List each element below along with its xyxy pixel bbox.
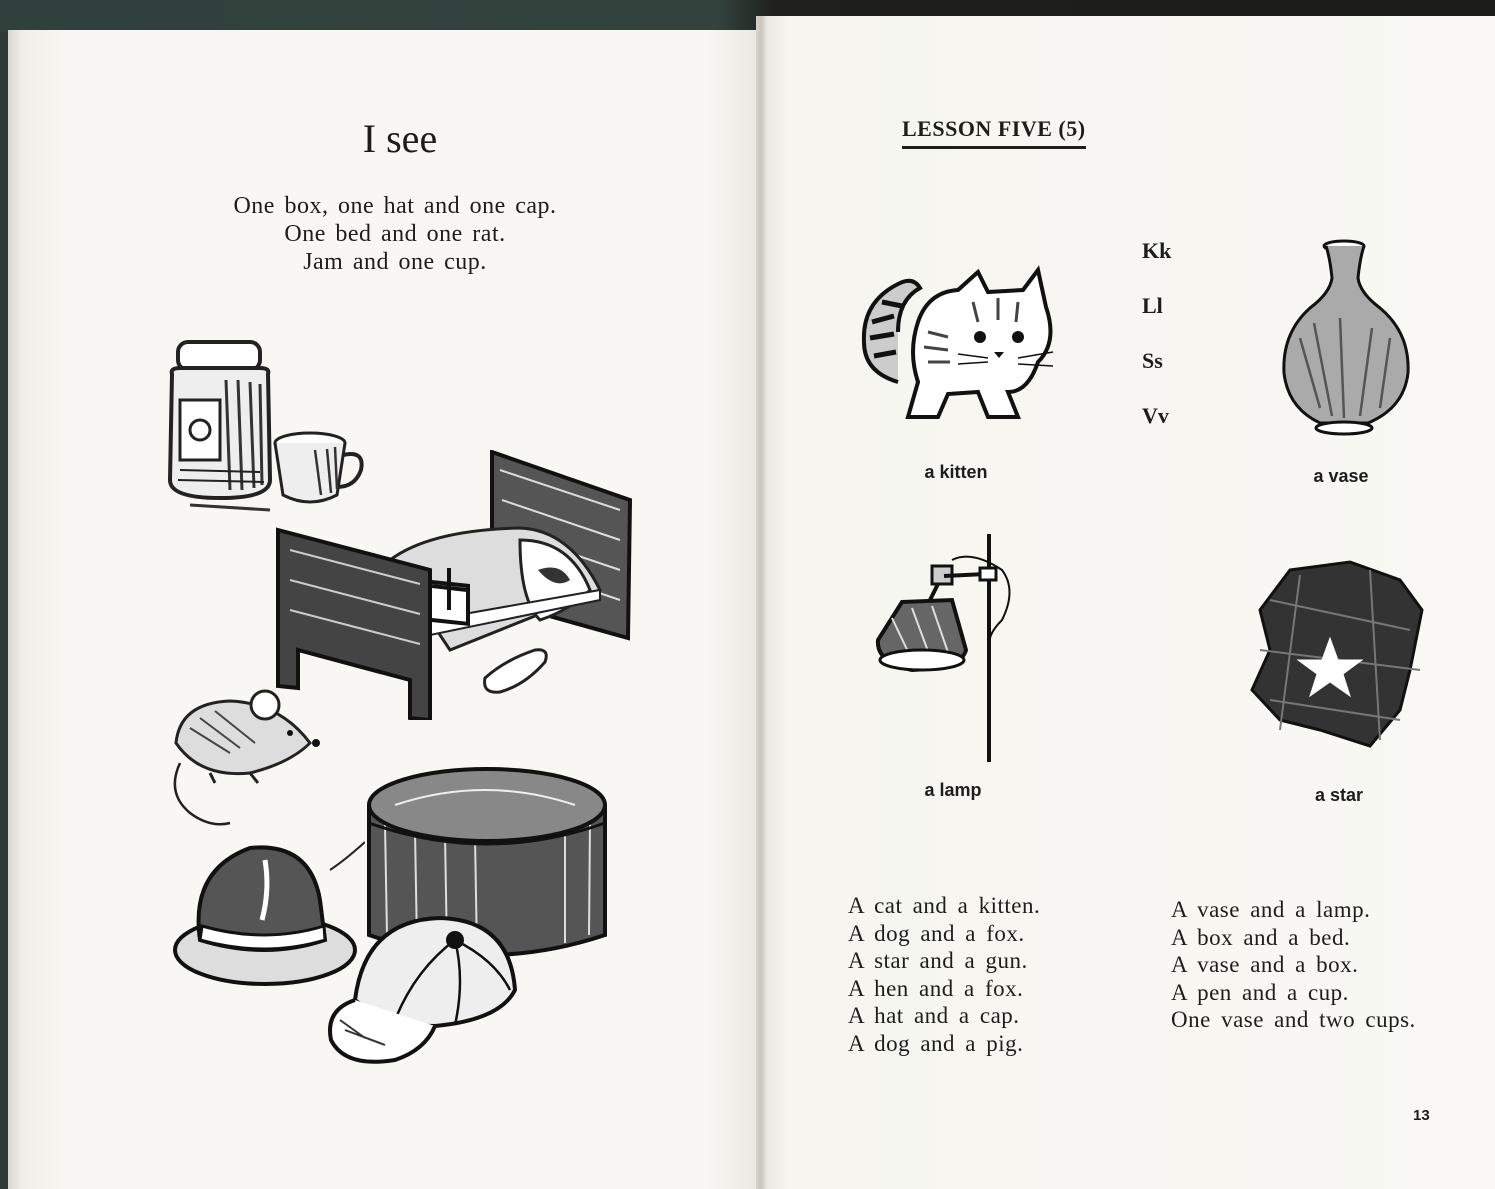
sentence: A vase and a lamp. [1171, 897, 1371, 922]
poem-line: Jam and one cup. [303, 249, 487, 275]
sentence: One vase and two cups. [1171, 1007, 1416, 1032]
letter-pair: Ss [1142, 348, 1163, 373]
bed-icon [270, 450, 640, 720]
sentence: A hen and a fox. [848, 975, 1024, 1001]
vase-icon [1280, 238, 1415, 438]
lesson-title: LESSON FIVE (5) [902, 116, 1086, 149]
poem-line: One box, one hat and one cap. [233, 193, 557, 219]
sentence: A dog and a fox. [848, 920, 1025, 946]
sentence: A pen and a cup. [1171, 979, 1349, 1005]
picture-caption: a lamp [924, 780, 982, 800]
sentence: A cat and a kitten. [848, 893, 1041, 918]
letter-pair: Ll [1142, 293, 1163, 318]
sentence-list-right [1171, 896, 1416, 1034]
kitten-icon [858, 262, 1058, 427]
jam-jar-icon [160, 330, 280, 520]
sentence: A vase and a box. [1171, 952, 1359, 977]
cap-icon [325, 910, 525, 1070]
sentence-list-left [848, 892, 1040, 1057]
sentence: A star and a gun. [848, 948, 1028, 973]
picture-caption: a kitten [924, 462, 988, 482]
lamp-icon [872, 530, 1032, 766]
picture-caption: a star [1314, 785, 1364, 805]
sentence: A hat and a cap. [848, 1003, 1020, 1028]
picture-caption: a vase [1313, 466, 1369, 486]
star-icon [1250, 560, 1425, 750]
poem-line: One bed and one rat. [284, 221, 506, 247]
sentence: A dog and a pig. [848, 1030, 1024, 1056]
letter-list [1142, 238, 1202, 458]
letter-pair: Vv [1142, 403, 1169, 428]
page-number: 13 [1413, 1107, 1430, 1124]
sentence: A box and a bed. [1171, 924, 1351, 950]
book-spine [756, 16, 766, 1189]
letter-pair: Kk [1142, 238, 1172, 263]
poem-title: I see [362, 116, 438, 161]
poem [170, 192, 620, 276]
rat-icon [170, 683, 330, 843]
